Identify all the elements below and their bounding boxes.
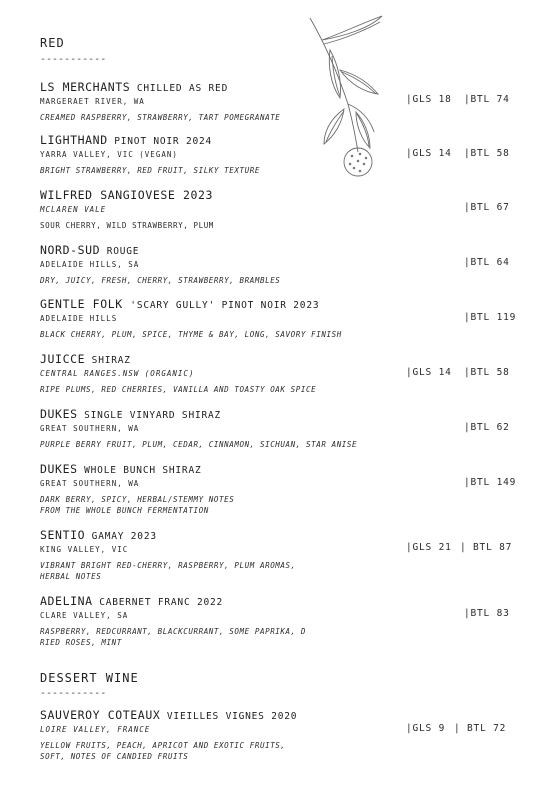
wine-region: MARGERAET RIVER, WA [40, 97, 145, 106]
wine-region: LOIRE VALLEY, FRANCE [40, 725, 151, 734]
wine-notes: DARK BERRY, SPICY, HERBAL/STEMMY NOTES FROM THE WHOLE BUNCH FERMENTATION [40, 495, 235, 515]
wine-notes: VIBRANT BRIGHT RED-CHERRY, RASPBERRY, PLUM AROMAS, HERBAL NOTES [40, 561, 296, 581]
wine-notes: BRIGHT STRAWBERRY, RED FRUIT, SILKY TEXTURE [40, 166, 260, 175]
wine-item [40, 297, 520, 340]
bottle-price: | BTL 87 [460, 542, 513, 553]
glass-price: |GLS 21 [406, 542, 452, 553]
section-title-dessert: DESSERT WINE [40, 671, 139, 685]
wine-region: CENTRAL RANGES.NSW (ORGANIC) [40, 369, 195, 378]
wine-notes: RASPBERRY, REDCURRANT, BLACKCURRANT, SOME PAPRIKA, D RIED ROSES, MINT [40, 627, 306, 647]
bottle-price: |BTL 64 [464, 257, 510, 268]
wine-name: DUKES SINGLE VINYARD SHIRAZ [40, 407, 222, 421]
wine-item [40, 462, 520, 516]
bottle-price: |BTL 83 [464, 608, 510, 619]
glass-price: |GLS 14 [406, 148, 452, 159]
wine-item [40, 708, 520, 762]
wine-region: YARRA VALLEY, VIC (VEGAN) [40, 150, 178, 159]
bottle-price: |BTL 58 [464, 148, 510, 159]
wine-notes: SOUR CHERRY, WILD STRAWBERRY, PLUM [40, 221, 214, 230]
wine-name: GENTLE FOLK 'SCARY GULLY' PINOT NOIR 2023 [40, 297, 320, 311]
wine-region: KING VALLEY, VIC [40, 545, 129, 554]
glass-price: |GLS 14 [406, 367, 452, 378]
bottle-price: |BTL 149 [464, 477, 517, 488]
wine-region: MCLAREN VALE [40, 205, 107, 214]
bottle-price: |BTL 58 [464, 367, 510, 378]
wine-notes: RIPE PLUMS, RED CHERRIES, VANILLA AND TOASTY OAK SPICE [40, 385, 317, 394]
wine-notes: YELLOW FRUITS, PEACH, APRICOT AND EXOTIC FRUITS, SOFT, NOTES OF CANDIED FRUITS [40, 741, 286, 761]
wine-region: ADELAIDE HILLS [40, 314, 118, 323]
wine-notes: BLACK CHERRY, PLUM, SPICE, THYME & BAY, LONG, SAVORY FINISH [40, 330, 342, 339]
bottle-price: |BTL 67 [464, 202, 510, 213]
bottle-price: |BTL 62 [464, 422, 510, 433]
wine-name: LIGHTHAND PINOT NOIR 2024 [40, 133, 213, 147]
wine-item [40, 528, 520, 582]
wine-name: ADELINA CABERNET FRANC 2022 [40, 594, 224, 608]
wine-notes: DRY, JUICY, FRESH, CHERRY, STRAWBERRY, BRAMBLES [40, 276, 281, 285]
wine-name: JUICCE SHIRAZ [40, 352, 131, 366]
wine-name: WILFRED SANGIOVESE 2023 [40, 188, 214, 202]
glass-price: |GLS 9 [406, 723, 446, 734]
wine-item [40, 243, 520, 286]
wine-item [40, 188, 520, 231]
wine-item [40, 594, 520, 648]
wine-name: LS MERCHANTS CHILLED AS RED [40, 80, 229, 94]
wine-name: DUKES WHOLE BUNCH SHIRAZ [40, 462, 202, 476]
wine-notes: PURPLE BERRY FRUIT, PLUM, CEDAR, CINNAMON, SICHUAN, STAR ANISE [40, 440, 358, 449]
wine-region: CLARE VALLEY, SA [40, 611, 129, 620]
wine-name: SAUVEROY COTEAUX VIEILLES VIGNES 2020 [40, 708, 298, 722]
wine-notes: CREAMED RASPBERRY, STRAWBERRY, TART POMEGRANATE [40, 113, 281, 122]
wine-name: SENTIO GAMAY 2023 [40, 528, 157, 542]
section-rule-red: ----------- [40, 54, 107, 65]
wine-region: GREAT SOUTHERN, WA [40, 479, 140, 488]
section-title-red: RED [40, 36, 65, 50]
bottle-price: |BTL 119 [464, 312, 517, 323]
section-rule-dessert: ----------- [40, 688, 107, 699]
wine-region: ADELAIDE HILLS, SA [40, 260, 140, 269]
bottle-price: | BTL 72 [454, 723, 507, 734]
wine-region: GREAT SOUTHERN, WA [40, 424, 140, 433]
wine-item [40, 407, 520, 450]
wine-name: NORD-SUD ROUGE [40, 243, 140, 257]
glass-price: |GLS 18 [406, 94, 452, 105]
bottle-price: |BTL 74 [464, 94, 510, 105]
